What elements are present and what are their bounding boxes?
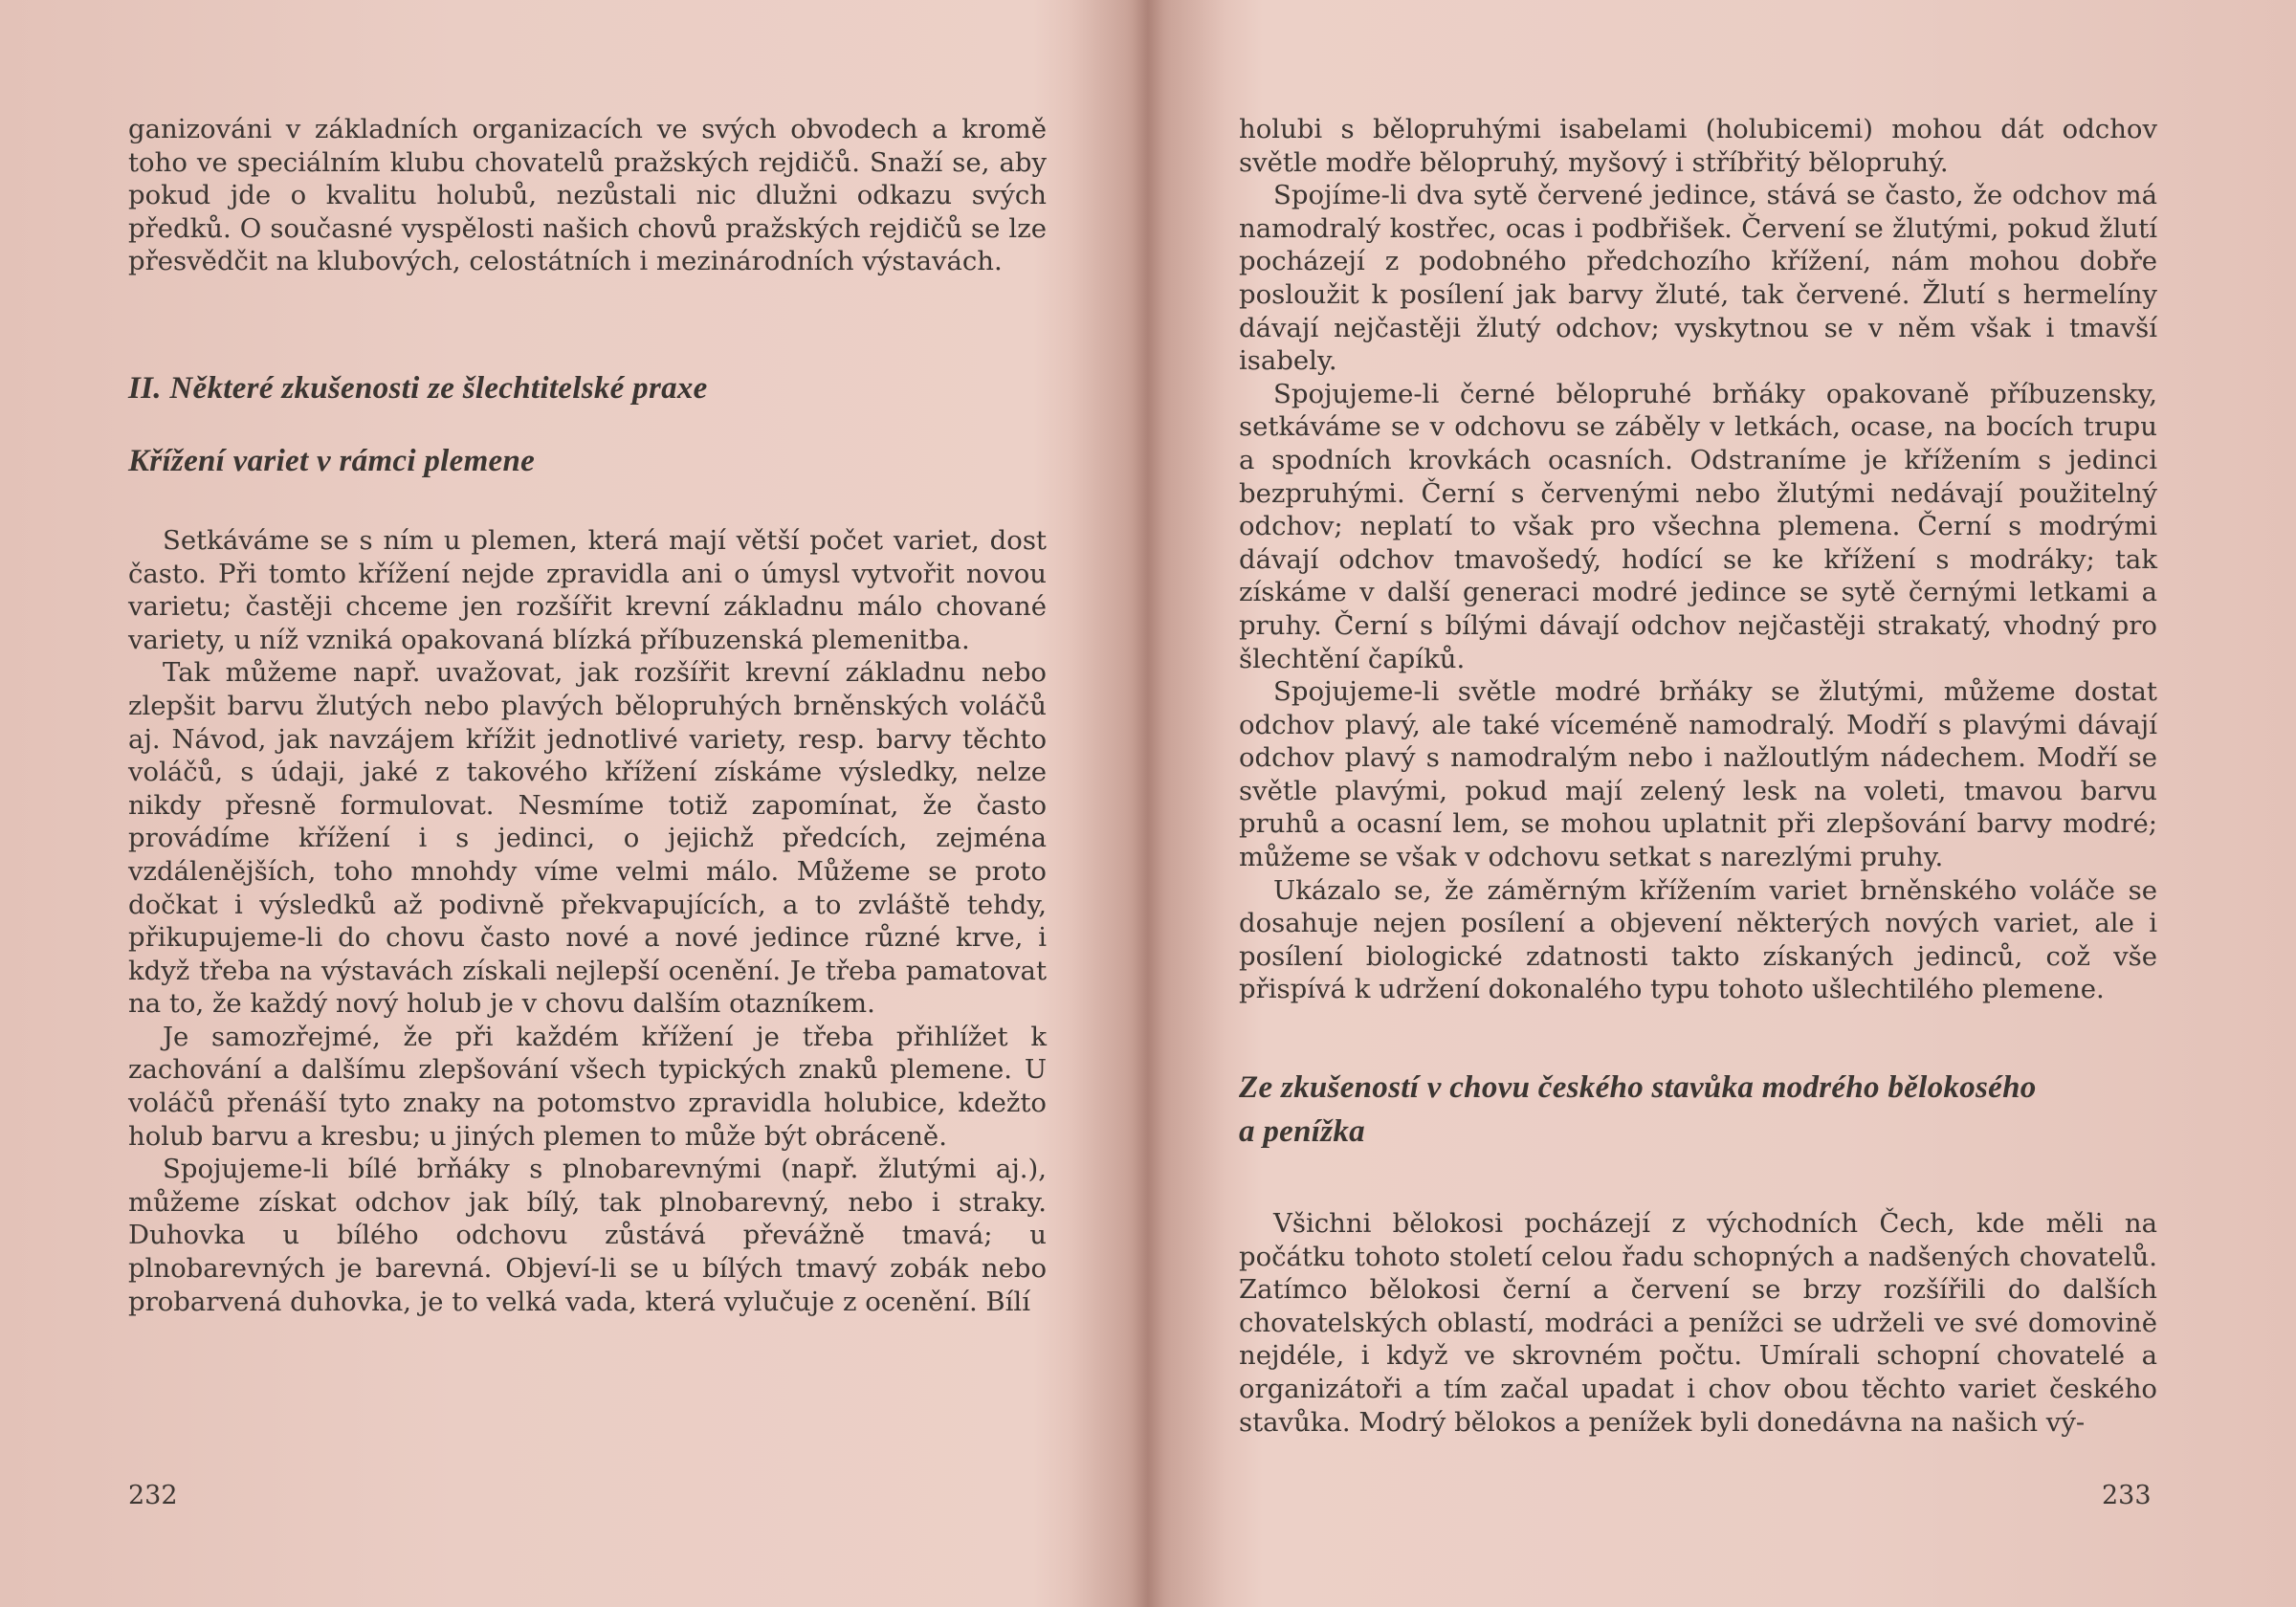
section-heading-stavak [1239, 1066, 2157, 1154]
right-paragraph-2: Spojujeme-li černé bělopruhé brňáky opakovaně příbuzensky, setkáváme se v odchovu se záběly v letkách, ocase, na bocích trupu a spodních krovkách ocasních. Odstraníme je křížením s jedinci bezpruhými. Černí s červenými nebo žlutými nedávají použitelný odchov; neplatí to však pro všechna plemena. Černí s modrými dávají odchov tmavošedý, hodící se ke křížení s modráky; tak získáme v další generaci modré jedince se sytě černými letkami a pruhy. Černí s bílými dávají odchov nejčastěji strakatý, vhodný pro šlechtění čapíků. [1239, 378, 2157, 674]
book-gutter [1071, 0, 1225, 1607]
left-paragraph-continued: ganizováni v základních organizacích ve svých obvodech a kromě toho ve speciálním klubu chovatelů pražských rejdičů. Snaží se, aby pokud jde o kvalitu holubů, nezůstali nic dlužni odkazu svých předků. O současné vyspělosti našich chovů pražských rejdičů se lze přesvědčit na klubových, celostátních i mezinárodních výstavách. [128, 114, 1047, 277]
section-heading-stavak-line1: Ze zkušeností v chovu českého stavůka modrého bělokosého [1239, 1070, 2037, 1106]
left-page [128, 113, 1047, 1318]
right-paragraph-3: Spojujeme-li světle modré brňáky se žlutými, můžeme dostat odchov plavý, ale také víceméně namodralý. Modří s plavými dávají odchov plavý s namodralým nebo i nažloutlým nádechem. Modří se světle plavými, pokud mají zelený lesk na voleti, tmavou barvu pruhů a ocasní lem, se mohou uplatnit při zlepšování barvy modré; můžeme se však v odchovu setkat s narezlými pruhy. [1239, 676, 2157, 873]
left-paragraph-1: Setkáváme se s ním u plemen, která mají větší počet variet, dost často. Při tomto křížení nejde zpravidla ani o úmysl vytvořit novou varietu; častěji chceme jen rozšířit krevní základnu málo chované variety, u níž vzniká opakovaná blízká příbuzenská plemenitba. [128, 524, 1047, 655]
section-heading-stavak-line2: a penížka [1239, 1114, 1365, 1150]
left-paragraph-3: Je samozřejmé, že při každém křížení je třeba přihlížet k zachování a dalšímu zlepšování všech typických znaků plemene. U voláčů přenáší tyto znaky na potomstvo zpravidla holubice, kdežto holub barvu a kresbu; u jiných plemen to může být obráceně. [128, 1021, 1047, 1152]
left-paragraph-4: Spojujeme-li bílé brňáky s plnobarevnými (např. žlutými aj.), můžeme získat odchov jak bílý, tak plnobarevný, nebo i straky. Duhovka u bílého odchovu zůstává převážně tmavá; u plnobarevných je barevná. Objeví-li se u bílých tmavý zobák nebo probarvená duhovka, je to velká vada, která vylučuje z ocenění. Bílí [128, 1154, 1047, 1317]
page-number-right: 233 [2102, 1481, 2152, 1510]
right-paragraph-continued: holubi s bělopruhými isabelami (holubicemi) mohou dát odchov světle modře bělopruhý, myšový i stříbřitý bělopruhý. [1239, 114, 2157, 178]
right-paragraph-4: Ukázalo se, že záměrným křížením variet brněnského voláče se dosahuje nejen posílení a objevení některých nových variet, ale i posílení biologické zdatnosti takto získaných jedinců, což vše přispívá k udržení dokonalého typu tohoto ušlechtilého plemene. [1239, 874, 2157, 1005]
right-page [1239, 113, 2157, 1439]
left-paragraph-2: Tak můžeme např. uvažovat, jak rozšířit krevní základnu nebo zlepšit barvu žlutých nebo plavých bělopruhých brněnských voláčů aj. Návod, jak navzájem křížit jednotlivé variety, resp. barvy těchto voláčů, s údaji, jaké z takového křížení získáme výsledky, nelze nikdy přesně formulovat. Nesmíme totiž zapomínat, že často provádíme křížení i s jedinci, o jejichž předcích, zejména vzdálenějších, toho mnohdy víme velmi málo. Můžeme se proto dočkat i výsledků až podivně překvapujících, a to zvláště tehdy, přikupujeme-li do chovu často nové a nové jedince různé krve, i když třeba na výstavách získali nejlepší ocenění. Je třeba pamatovat na to, že každý nový holub je v chovu dalším otazníkem. [128, 657, 1047, 1020]
right-paragraph-1: Spojíme-li dva sytě červené jedince, stává se často, že odchov má namodralý kostřec, ocas i podbřišek. Červení se žlutými, pokud žlutí pocházejí z podobného předchozího křížení, nám mohou dobře posloužit k posílení jak barvy žluté, tak červené. Žlutí s hermelíny dávají nejčastěji žlutý odchov; vyskytnou se v něm však i tmavší isabely. [1239, 180, 2157, 377]
section-heading-crossing: Křížení variet v rámci plemene [128, 443, 536, 478]
page-number-left: 232 [128, 1481, 178, 1510]
chapter-heading: II. Některé zkušenosti ze šlechtitelské praxe [128, 370, 708, 406]
right-paragraph-5: Všichni bělokosi pocházejí z východních Čech, kde měli na počátku tohoto století celou řadu schopných a nadšených chovatelů. Zatímco bělokosi černí a červení se brzy rozšířili do dalších chovatelských oblastí, modráci a penížci se udrželi ve své domovině nejdéle, i když ve skrovném počtu. Umírali schopní chovatelé a organizátoři a tím začal upadat i chov obou těchto variet českého stavůka. Modrý bělokos a penížek byli donedávna na našich vý- [1239, 1208, 2157, 1438]
